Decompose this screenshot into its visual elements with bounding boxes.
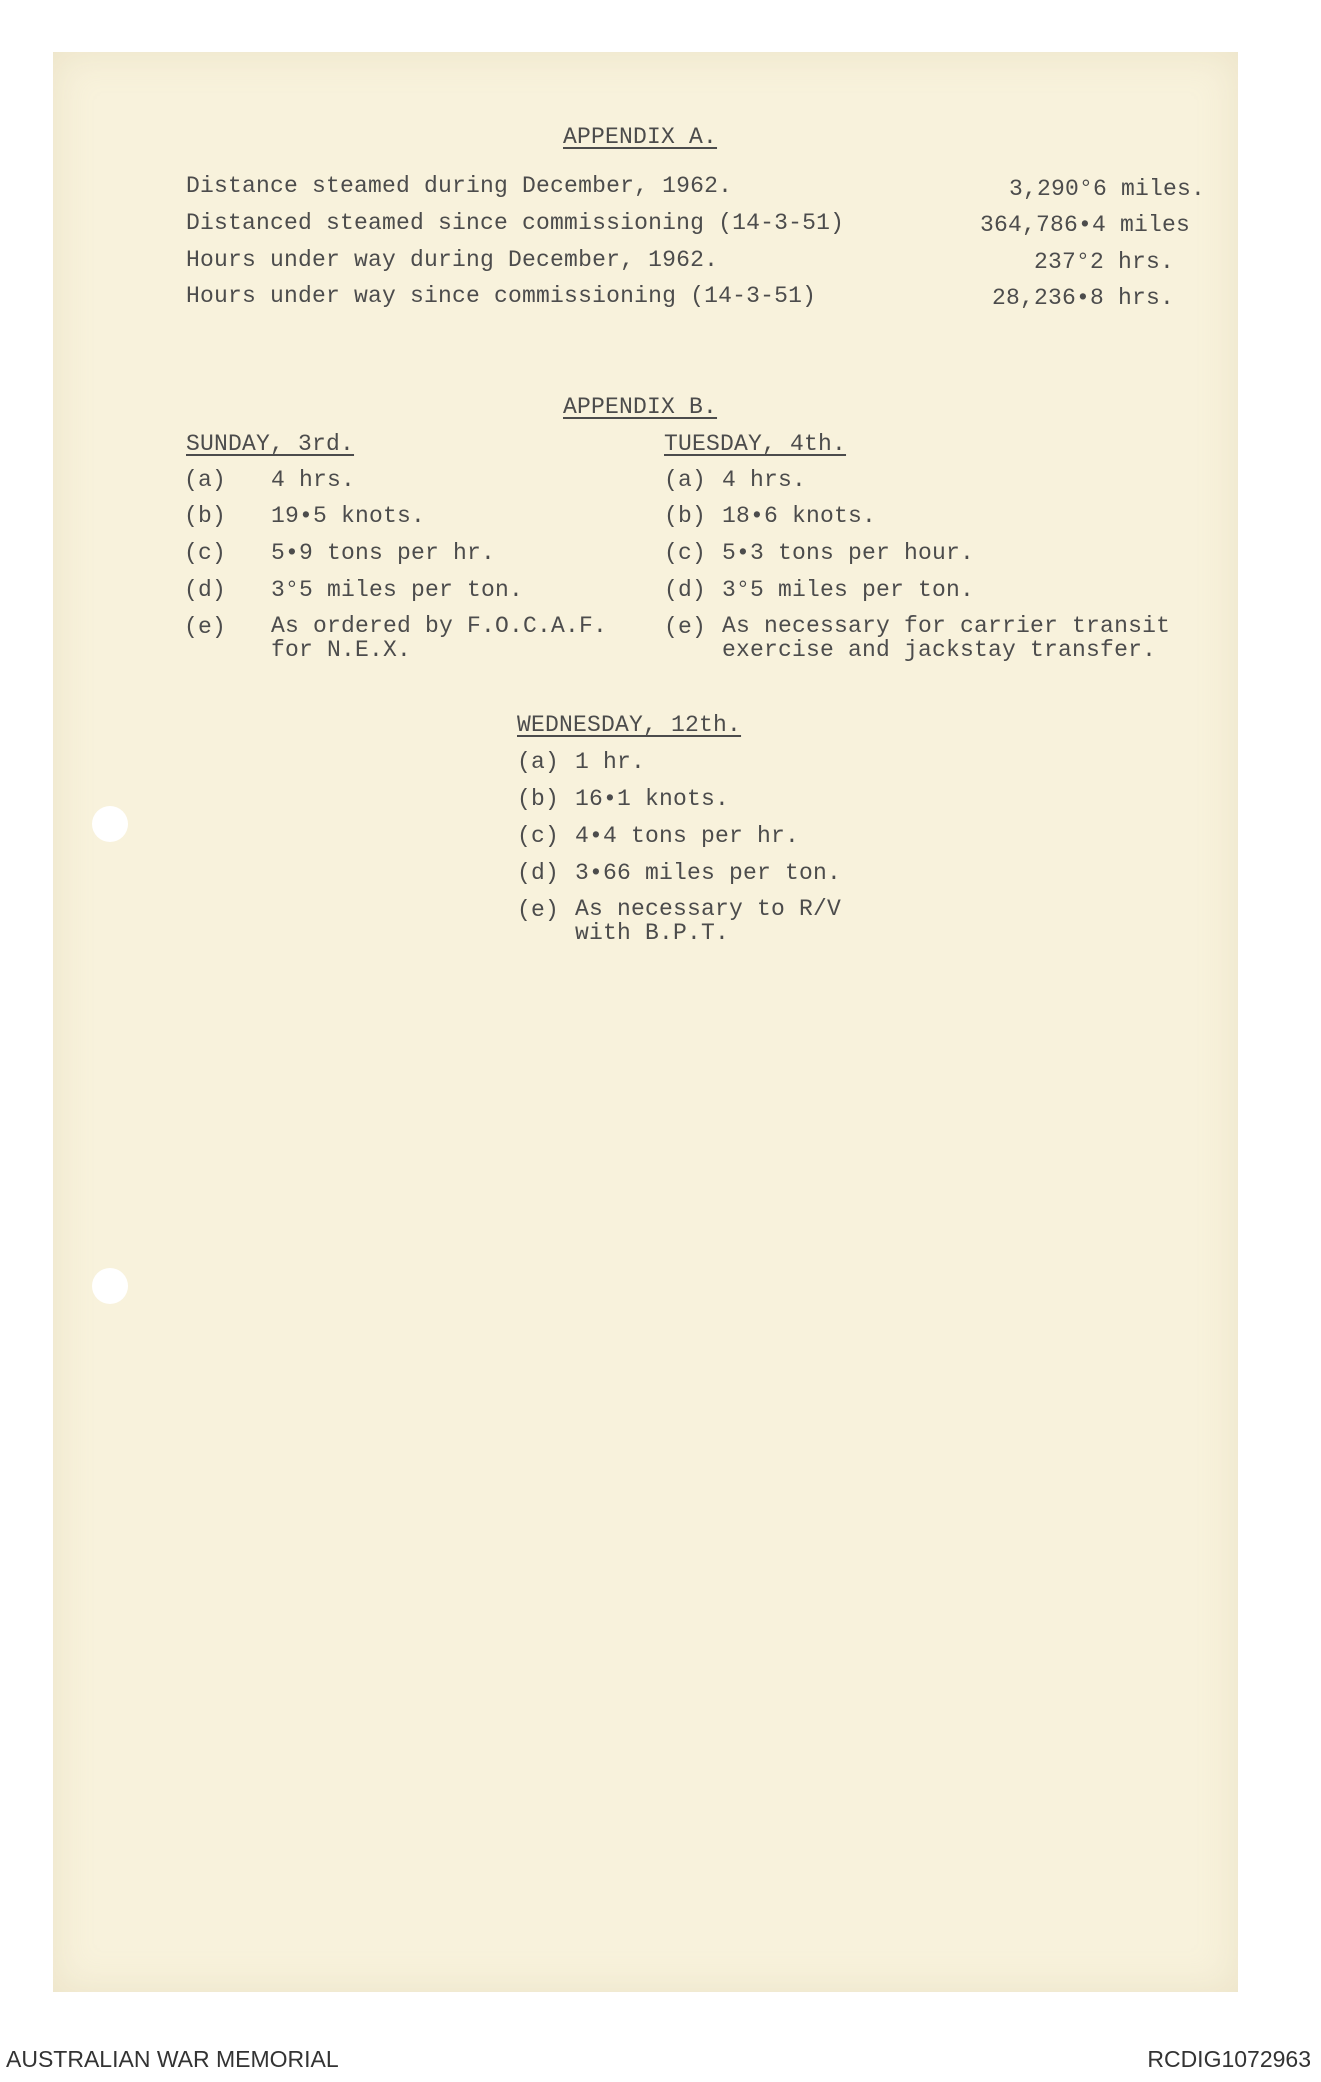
wednesday-item-text: 16•1 knots. [575, 786, 730, 812]
appendix-a-row-label: Hours under way during December, 1962. [186, 247, 719, 273]
sunday-item-key: (e) [184, 614, 227, 640]
document-page [53, 52, 1238, 1992]
appendix-a-row-value: 28,236•8 hrs. [991, 285, 1174, 311]
appendix-a-row-label: Distanced steamed since commissioning (14-3-51) [186, 210, 845, 236]
sunday-item-text: 5•9 tons per hr. [271, 540, 496, 566]
tuesday-item-key: (e) [664, 614, 707, 640]
wednesday-heading: WEDNESDAY, 12th. [517, 712, 742, 738]
wednesday-item-text: As necessary to R/V with B.P.T. [575, 896, 842, 946]
sunday-item-key: (a) [184, 467, 227, 493]
sunday-item-key: (d) [184, 577, 227, 603]
sunday-item-text: 3°5 miles per ton. [271, 577, 524, 603]
appendix-a-row-label: Hours under way since commissioning (14-3-51) [186, 283, 817, 309]
appendix-b-title: APPENDIX B. [563, 394, 718, 420]
tuesday-item-key: (c) [664, 540, 707, 566]
punch-hole-top [92, 806, 128, 842]
tuesday-item-text: 4 hrs. [722, 467, 807, 493]
footer-source-label: AUSTRALIAN WAR MEMORIAL [6, 2046, 339, 2072]
sunday-item-key: (c) [184, 540, 227, 566]
wednesday-item-key: (d) [517, 860, 560, 886]
appendix-a-title: APPENDIX A. [563, 124, 718, 150]
wednesday-item-key: (c) [517, 823, 560, 849]
tuesday-item-key: (a) [664, 467, 707, 493]
wednesday-item-text: 1 hr. [575, 749, 646, 775]
tuesday-item-text: 18•6 knots. [722, 503, 877, 529]
tuesday-item-text: As necessary for carrier transit exercise and jackstay transfer. [722, 613, 1171, 663]
tuesday-item-key: (b) [664, 503, 707, 529]
appendix-a-row-value: 364,786•4 miles [979, 212, 1190, 238]
sunday-item-key: (b) [184, 503, 227, 529]
sunday-item-text: 19•5 knots. [271, 503, 426, 529]
tuesday-heading: TUESDAY, 4th. [664, 431, 847, 457]
appendix-a-row-value: 237°2 hrs. [1033, 249, 1174, 275]
wednesday-item-key: (a) [517, 749, 560, 775]
tuesday-item-text: 5•3 tons per hour. [722, 540, 975, 566]
tuesday-item-key: (d) [664, 577, 707, 603]
tuesday-item-text: 3°5 miles per ton. [722, 577, 975, 603]
wednesday-item-text: 3•66 miles per ton. [575, 860, 842, 886]
wednesday-item-key: (e) [517, 897, 560, 923]
wednesday-item-text: 4•4 tons per hr. [575, 823, 800, 849]
sunday-heading: SUNDAY, 3rd. [186, 431, 355, 457]
wednesday-item-key: (b) [517, 786, 560, 812]
sunday-item-text: 4 hrs. [271, 467, 356, 493]
appendix-a-row-label: Distance steamed during December, 1962. [186, 173, 733, 199]
footer-record-id: RCDIG1072963 [1147, 2046, 1311, 2072]
sunday-item-text: As ordered by F.O.C.A.F. for N.E.X. [271, 613, 608, 663]
appendix-a-row-value: 3,290°6 miles. [1008, 176, 1205, 202]
punch-hole-bottom [92, 1268, 128, 1304]
